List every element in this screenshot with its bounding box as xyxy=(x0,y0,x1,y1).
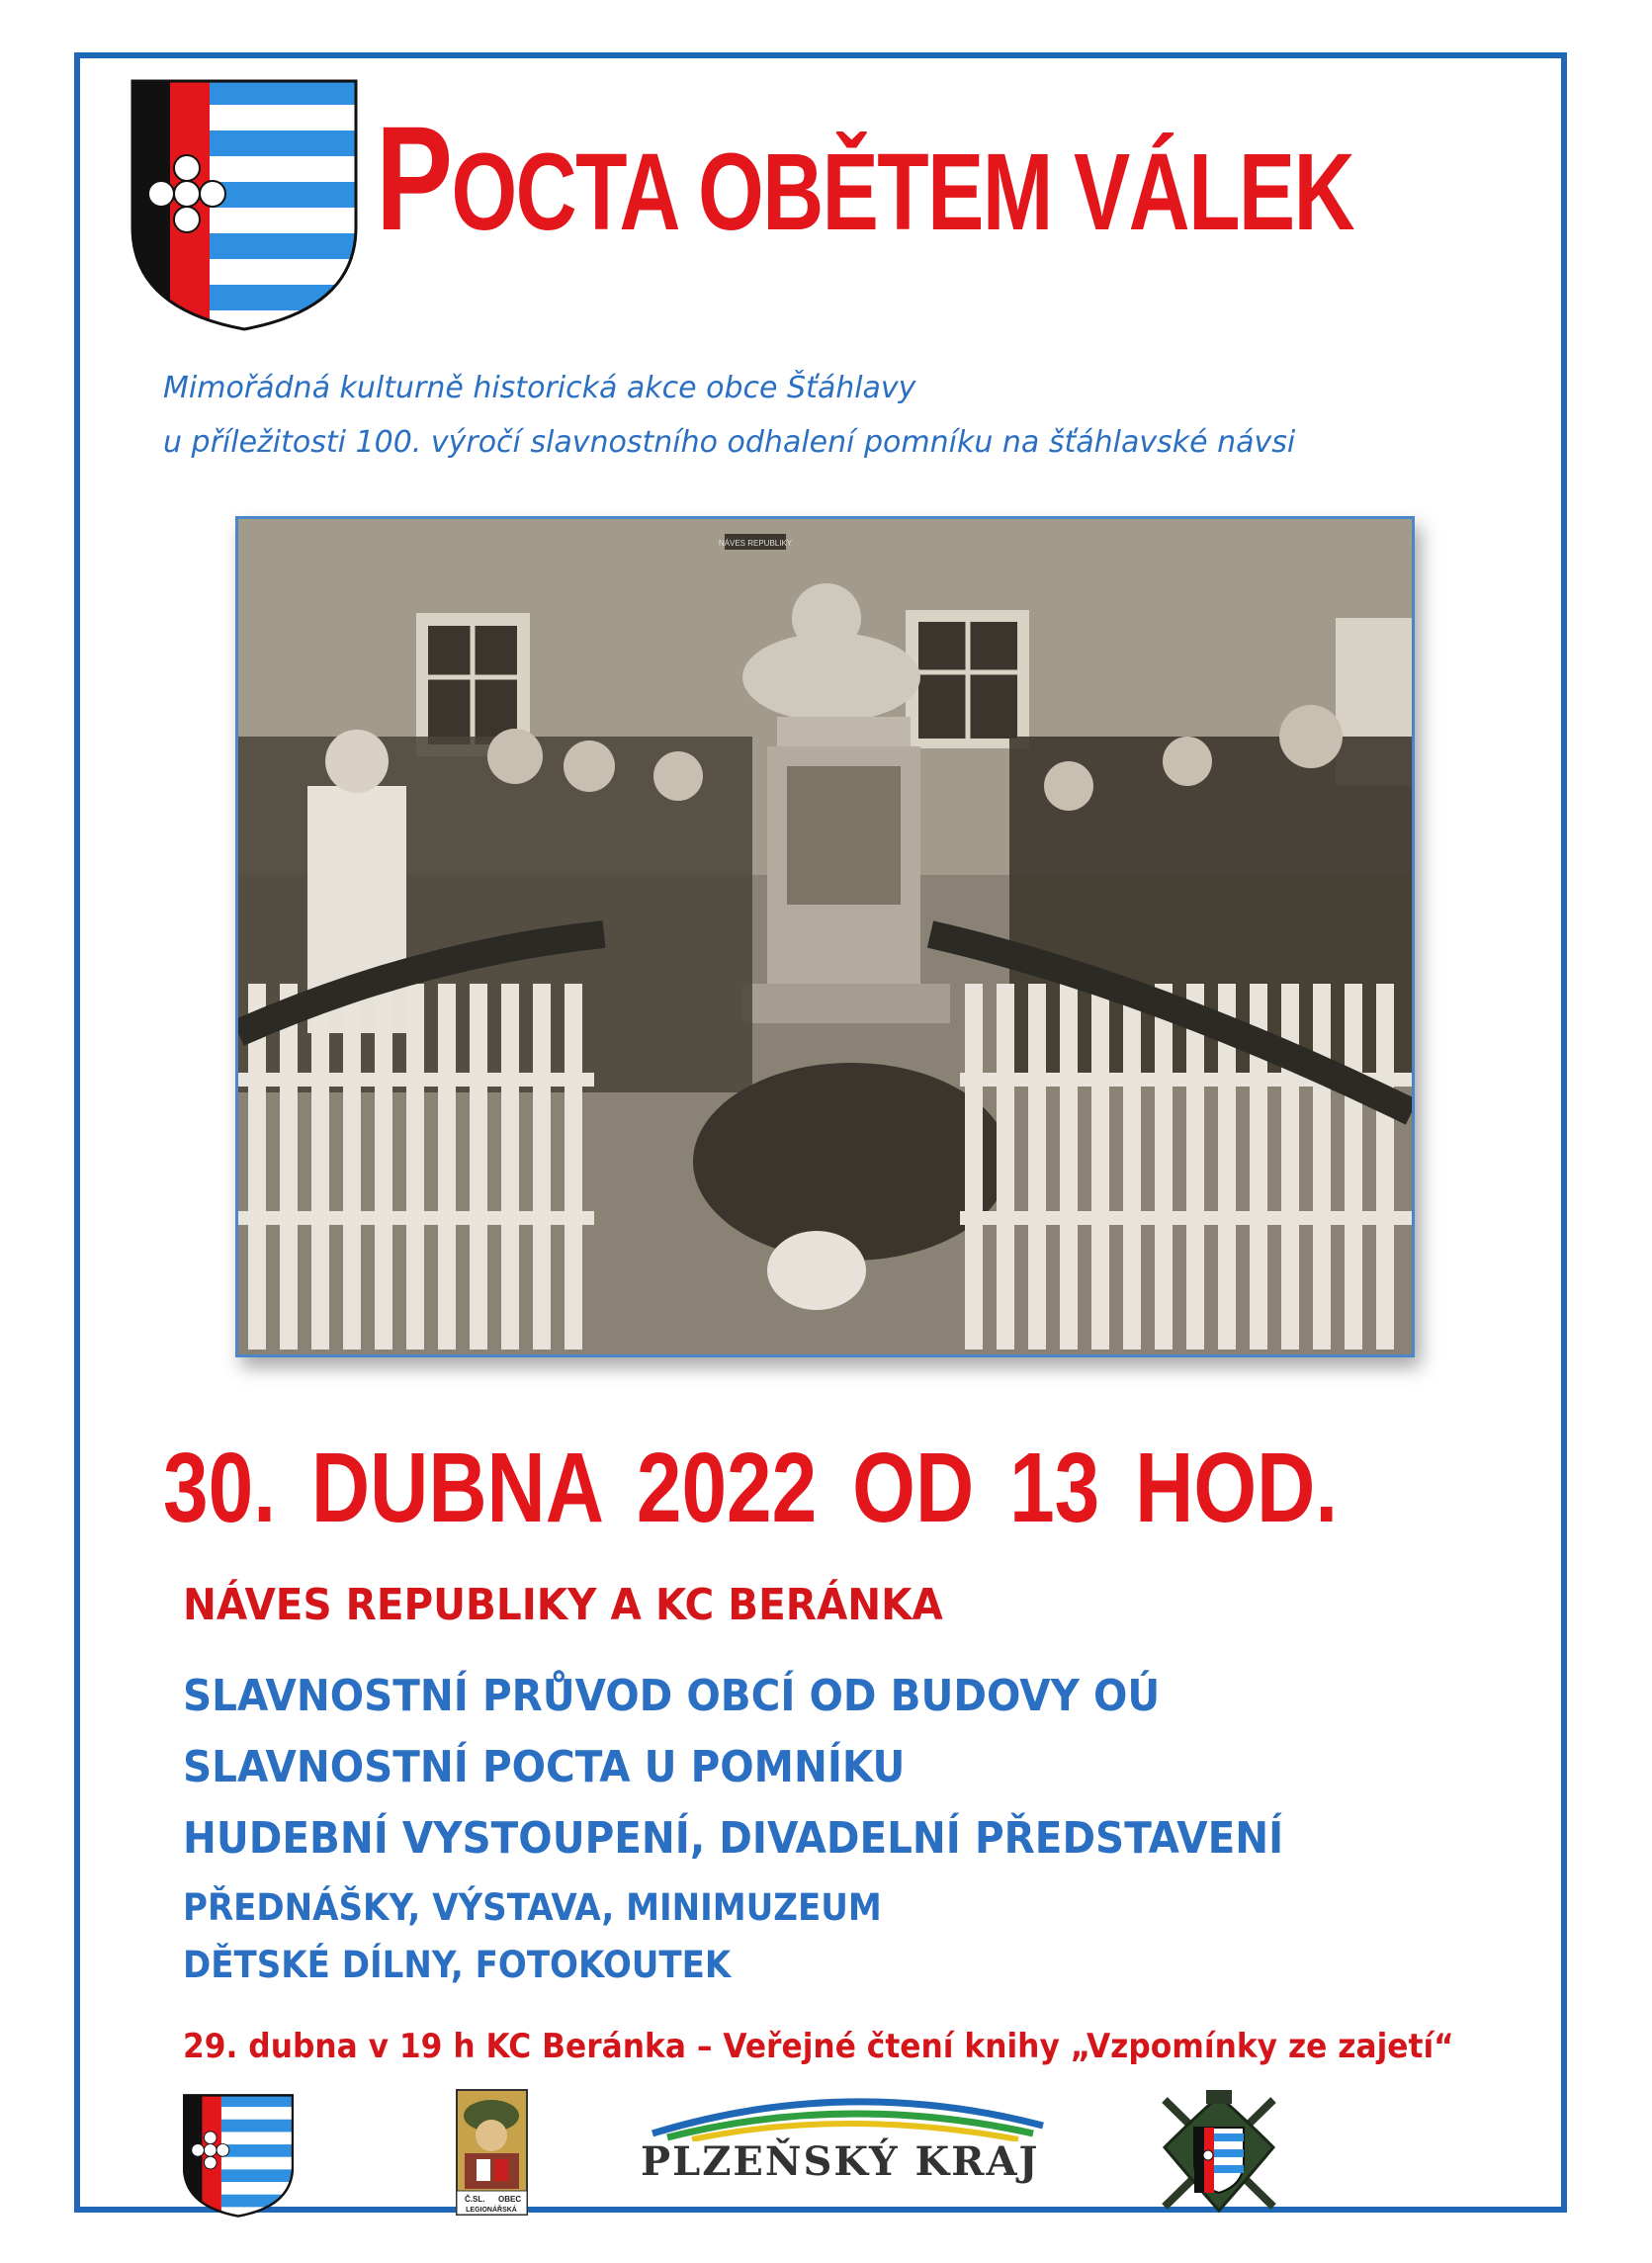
monument-photo-image xyxy=(238,519,1412,1354)
poster-title: POCTA OBĚTEM VÁLEK xyxy=(376,95,1354,261)
historic-photo xyxy=(235,516,1415,1357)
plzensky-kraj-logo-text: PLZEŇSKÝ KRAJ xyxy=(641,2138,1040,2185)
legion-label-3: LEGIONÁŘSKÁ xyxy=(466,2207,517,2214)
coat-of-arms-icon xyxy=(130,79,358,331)
event-venue: NÁVES REPUBLIKY A KC BERÁNKA xyxy=(183,1580,943,1630)
coat-of-arms-small-icon xyxy=(183,2094,294,2218)
program-item: HUDEBNÍ VYSTOUPENÍ, DIVADELNÍ PŘEDSTAVENÍ xyxy=(183,1813,1284,1864)
fire-brigade-emblem-icon xyxy=(1155,2088,1283,2219)
program-item: DĚTSKÉ DÍLNY, FOTOKOUTEK xyxy=(183,1944,732,1986)
plzensky-kraj-swoosh-icon xyxy=(633,2084,1058,2141)
photo-sign-text: NÁVES REPUBLIKY xyxy=(718,539,793,548)
subtitle-line-1: Mimořádná kulturně historická akce obce Šťáhlavy xyxy=(163,371,916,405)
legion-label-2: OBEC xyxy=(498,2195,522,2204)
program-item: PŘEDNÁŠKY, VÝSTAVA, MINIMUZEUM xyxy=(183,1886,882,1929)
legion-label-1: Č.SL. xyxy=(465,2195,485,2204)
event-date: 30. DUBNA 2022 OD 13 HOD. xyxy=(163,1433,1339,1543)
legion-logo-icon xyxy=(455,2088,529,2217)
subtitle-line-2: u příležitosti 100. výročí slavnostního odhalení pomníku na šťáhlavské návsi xyxy=(163,425,1296,460)
program-item: SLAVNOSTNÍ POCTA U POMNÍKU xyxy=(183,1742,906,1792)
reading-note: 29. dubna v 19 h KC Beránka – Veřejné čtení knihy „Vzpomínky ze zajetí“ xyxy=(183,2027,1454,2066)
program-item: SLAVNOSTNÍ PRŮVOD OBCÍ OD BUDOVY OÚ xyxy=(183,1671,1161,1721)
